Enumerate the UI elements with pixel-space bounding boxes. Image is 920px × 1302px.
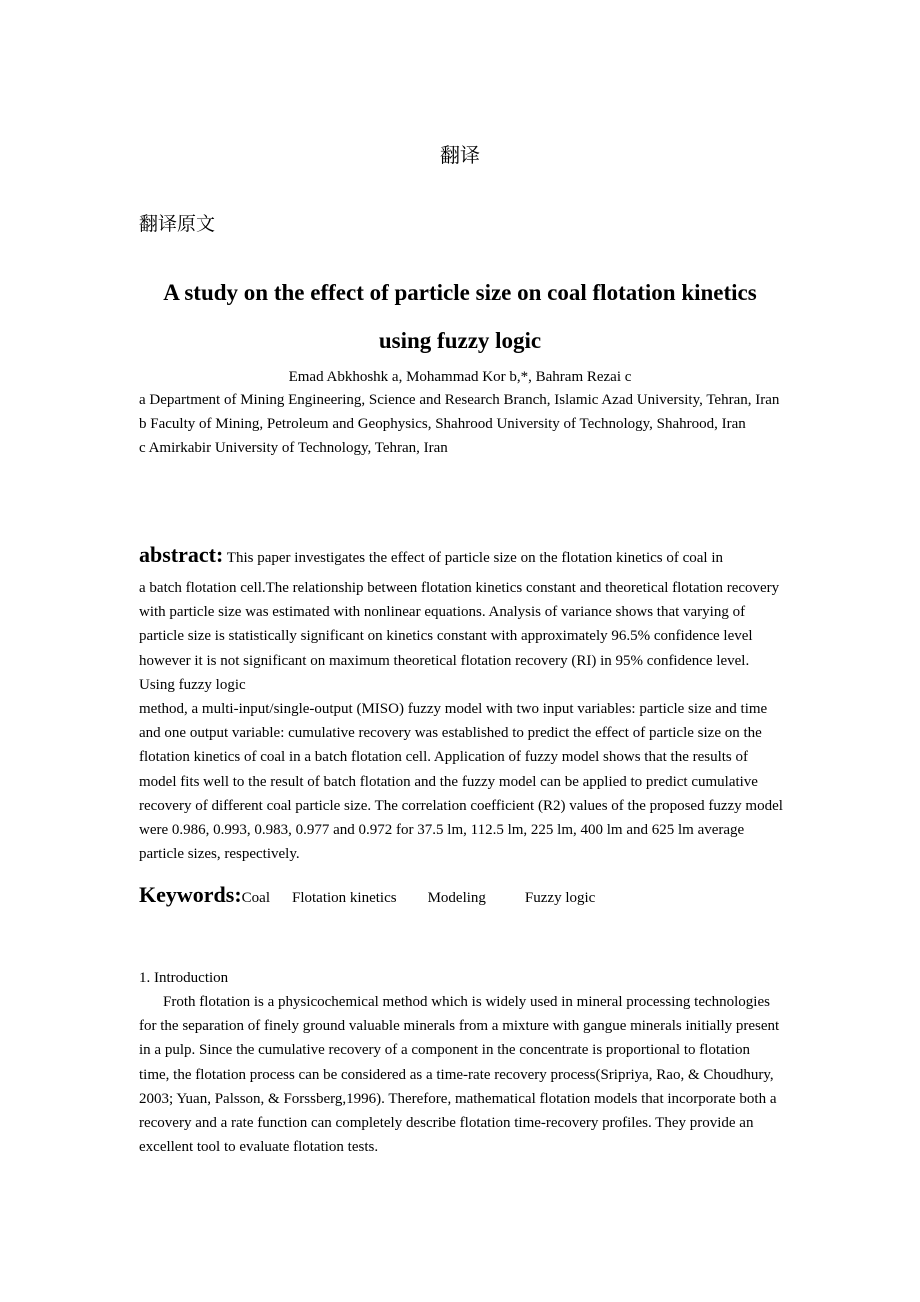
paper-title-line-1: A study on the effect of particle size on coal flotation kinetics xyxy=(163,280,757,305)
abstract-paragraph-1: a batch flotation cell.The relationship between flotation kinetics constant and theoretical flotation recovery with particle size was estimated with nonlinear equations. Analysis of variance shows that varying of particle size is statistically significant on kinetics constant with approximately 96.5% confidence level however it is not significant on maximum theoretical flotation recovery (RI) in 95% confidence level. Using fuzzy logic xyxy=(139,580,780,693)
abstract-paragraph-2: method, a multi-input/single-output (MISO) fuzzy model with two input variables: particle size and time and one output variable: cumulative recovery was established to predict the effect of particle size on the flotation kinetics of coal in a batch flotation cell. Application of fuzzy model shows that the results of model fits well to the result of batch flotation and the fuzzy model can be applied to predict cumulative recovery of different coal particle size. The correlation coefficient (R2) values of the proposed fuzzy model were 0.986, 0.993, 0.983, 0.977 and 0.972 for 37.5 lm, 112.5 lm, 225 lm, 400 lm and 625 lm average particle sizes, respectively. xyxy=(139,701,783,863)
abstract-heading: abstract: xyxy=(139,542,224,567)
paper-authors: Emad Abkhoshk a, Mohammad Kor b,*, Bahram Rezai c xyxy=(288,369,632,385)
paper-title-line-2: using fuzzy logic xyxy=(378,328,542,353)
abstract-first-text: This paper investigates the effect of particle size on the flotation kinetics of coal in xyxy=(226,550,724,566)
document-title: 翻译 xyxy=(440,143,480,167)
keyword-flotation-kinetics: Flotation kinetics xyxy=(292,890,397,906)
abstract-first-line xyxy=(139,540,784,576)
affiliation-b: b Faculty of Mining, Petroleum and Geophysics, Shahrood University of Technology, Shahrood, Iran xyxy=(139,416,746,432)
keyword-coal: Coal xyxy=(241,890,270,906)
introduction-paragraph: Froth flotation is a physicochemical method which is widely used in mineral processing technologies for the separation of finely ground valuable minerals from a mixture with gangue minerals initially present in a pulp. Since the cumulative recovery of a component in the concentrate is proportional to flotation time, the flotation process can be considered as a time-rate recovery process(Sripriya, Rao, & Choudhury, 2003; Yuan, Palsson, & Forssberg,1996). Therefore, mathematical flotation models that incorporate both a recovery and a rate function can completely describe flotation time-recovery profiles. They provide an excellent tool to evaluate flotation tests. xyxy=(139,994,780,1156)
keyword-fuzzy-logic: Fuzzy logic xyxy=(524,890,596,906)
introduction-heading: 1. Introduction xyxy=(139,970,229,986)
keyword-modeling: Modeling xyxy=(427,890,486,906)
keywords-heading: Keywords: xyxy=(139,882,242,907)
keywords-line xyxy=(139,880,784,913)
affiliations xyxy=(139,388,784,460)
abstract-section xyxy=(139,540,784,866)
section-label: 翻译原文 xyxy=(139,213,216,235)
affiliation-c: c Amirkabir University of Technology, Tehran, Iran xyxy=(139,440,448,456)
affiliation-a: a Department of Mining Engineering, Science and Research Branch, Islamic Azad University, Tehran, Iran xyxy=(139,392,780,408)
